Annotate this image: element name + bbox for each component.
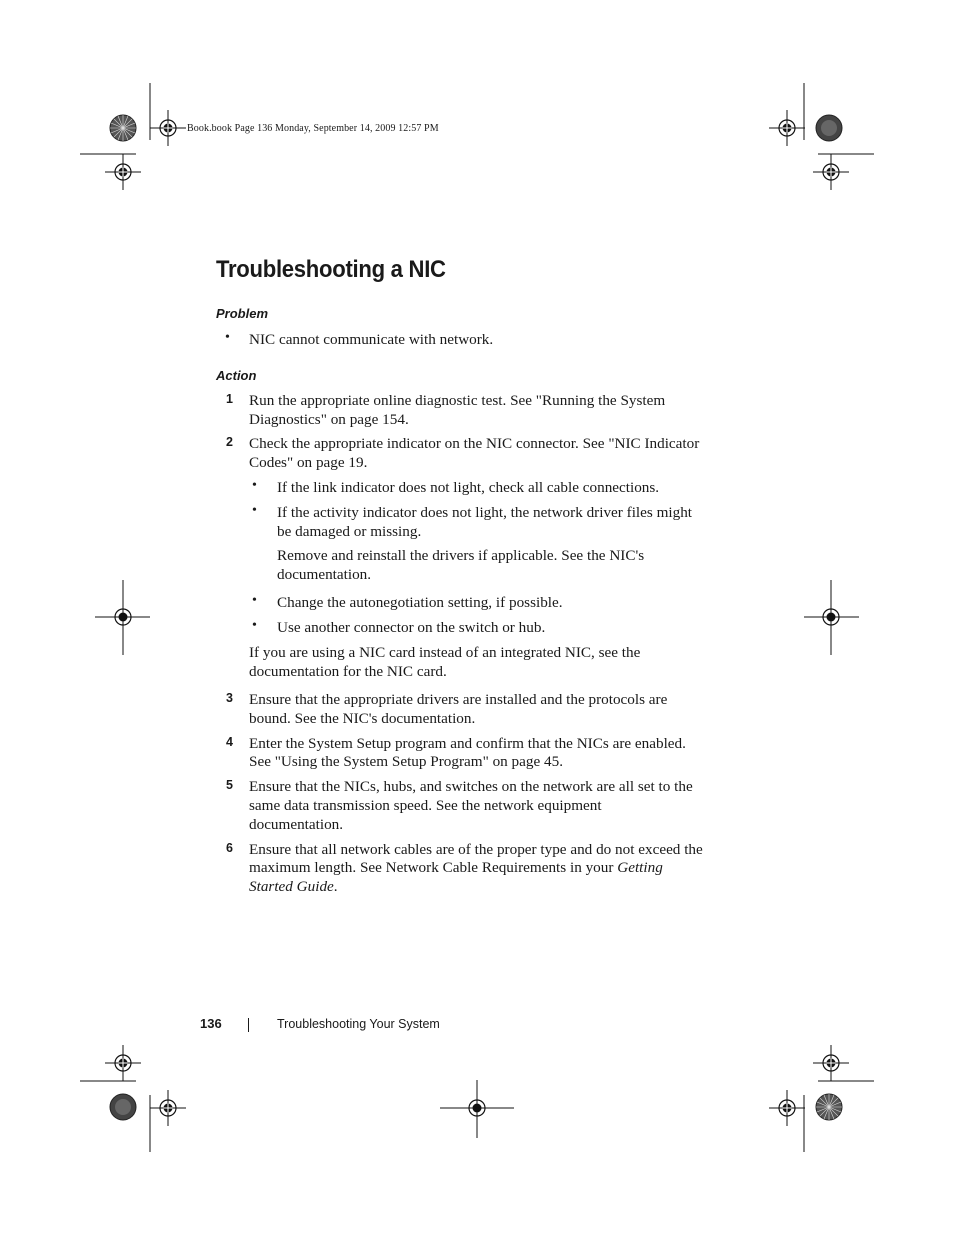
step-number: 2 bbox=[226, 435, 233, 449]
step-text-line: Run the appropriate online diagnostic test. See "Running the System bbox=[249, 392, 666, 409]
action-heading: Action bbox=[216, 368, 257, 383]
step-number: 4 bbox=[226, 735, 233, 749]
registration-mark-top-right bbox=[769, 83, 874, 190]
bullet-icon: • bbox=[225, 330, 230, 345]
bullet-icon: • bbox=[252, 478, 257, 493]
problem-bullet-text: NIC cannot communicate with network. bbox=[249, 331, 494, 348]
bullet-icon: • bbox=[252, 618, 257, 633]
step-text-line: Ensure that all network cables are of the proper type and do not exceed the bbox=[249, 841, 703, 858]
step-number: 6 bbox=[226, 841, 233, 855]
sub-bullet-text: be damaged or missing. bbox=[277, 523, 422, 540]
step-text-line: same data transmission speed. See the network equipment bbox=[249, 797, 602, 814]
step-number: 3 bbox=[226, 691, 233, 705]
step-text-line bbox=[249, 858, 663, 877]
step-text-part: maximum length. See Network Cable Requirements in your bbox=[249, 859, 618, 876]
step-text-line: Ensure that the appropriate drivers are installed and the protocols are bbox=[249, 691, 668, 708]
nic-card-note: If you are using a NIC card instead of an integrated NIC, see the bbox=[249, 644, 641, 661]
page-number: 136 bbox=[200, 1016, 222, 1031]
step-text-line: Diagnostics" on page 154. bbox=[249, 411, 409, 428]
step-text-line: Ensure that the NICs, hubs, and switches on the network are all set to the bbox=[249, 778, 693, 795]
step-text-part: . bbox=[333, 878, 338, 895]
sub-bullet-text: If the link indicator does not light, check all cable connections. bbox=[277, 479, 660, 496]
sub-bullet-text: Change the autonegotiation setting, if possible. bbox=[277, 594, 563, 611]
step-text-line bbox=[249, 877, 338, 896]
bullet-icon: • bbox=[252, 593, 257, 608]
step-text-line: documentation. bbox=[249, 816, 344, 833]
registration-mark-bottom-center bbox=[440, 1080, 514, 1138]
guide-title-italic: Getting bbox=[617, 859, 663, 876]
problem-heading: Problem bbox=[216, 306, 269, 321]
footer-divider bbox=[248, 1018, 249, 1032]
nic-card-note: documentation for the NIC card. bbox=[249, 663, 447, 680]
guide-title-italic: Started Guide bbox=[249, 878, 334, 895]
bullet-icon: • bbox=[252, 503, 257, 518]
sub-bullet-text: If the activity indicator does not light, the network driver files might bbox=[277, 504, 693, 521]
chapter-title: Troubleshooting Your System bbox=[277, 1017, 440, 1031]
step-text-line: bound. See the NIC's documentation. bbox=[249, 710, 476, 727]
reinstall-note: Remove and reinstall the drivers if applicable. See the NIC's bbox=[277, 547, 645, 564]
registration-mark-bottom-left bbox=[80, 1045, 186, 1152]
step-text-line: Codes" on page 19. bbox=[249, 454, 368, 471]
registration-mark-mid-left bbox=[95, 580, 150, 655]
reinstall-note: documentation. bbox=[277, 566, 372, 583]
step-text-line: Check the appropriate indicator on the NIC connector. See "NIC Indicator bbox=[249, 435, 700, 452]
step-text-line: Enter the System Setup program and confirm that the NICs are enabled. bbox=[249, 735, 686, 752]
sub-bullet-text: Use another connector on the switch or hub. bbox=[277, 619, 546, 636]
step-number: 5 bbox=[226, 778, 233, 792]
step-text-line: See "Using the System Setup Program" on page 45. bbox=[249, 753, 564, 770]
step-number: 1 bbox=[226, 392, 233, 406]
registration-mark-bottom-right bbox=[769, 1045, 874, 1152]
registration-mark-top-left bbox=[80, 83, 186, 190]
print-header-info: Book.book Page 136 Monday, September 14, 2009 12:57 PM bbox=[187, 123, 439, 134]
section-title: Troubleshooting a NIC bbox=[216, 256, 446, 283]
registration-mark-mid-right bbox=[804, 580, 859, 655]
